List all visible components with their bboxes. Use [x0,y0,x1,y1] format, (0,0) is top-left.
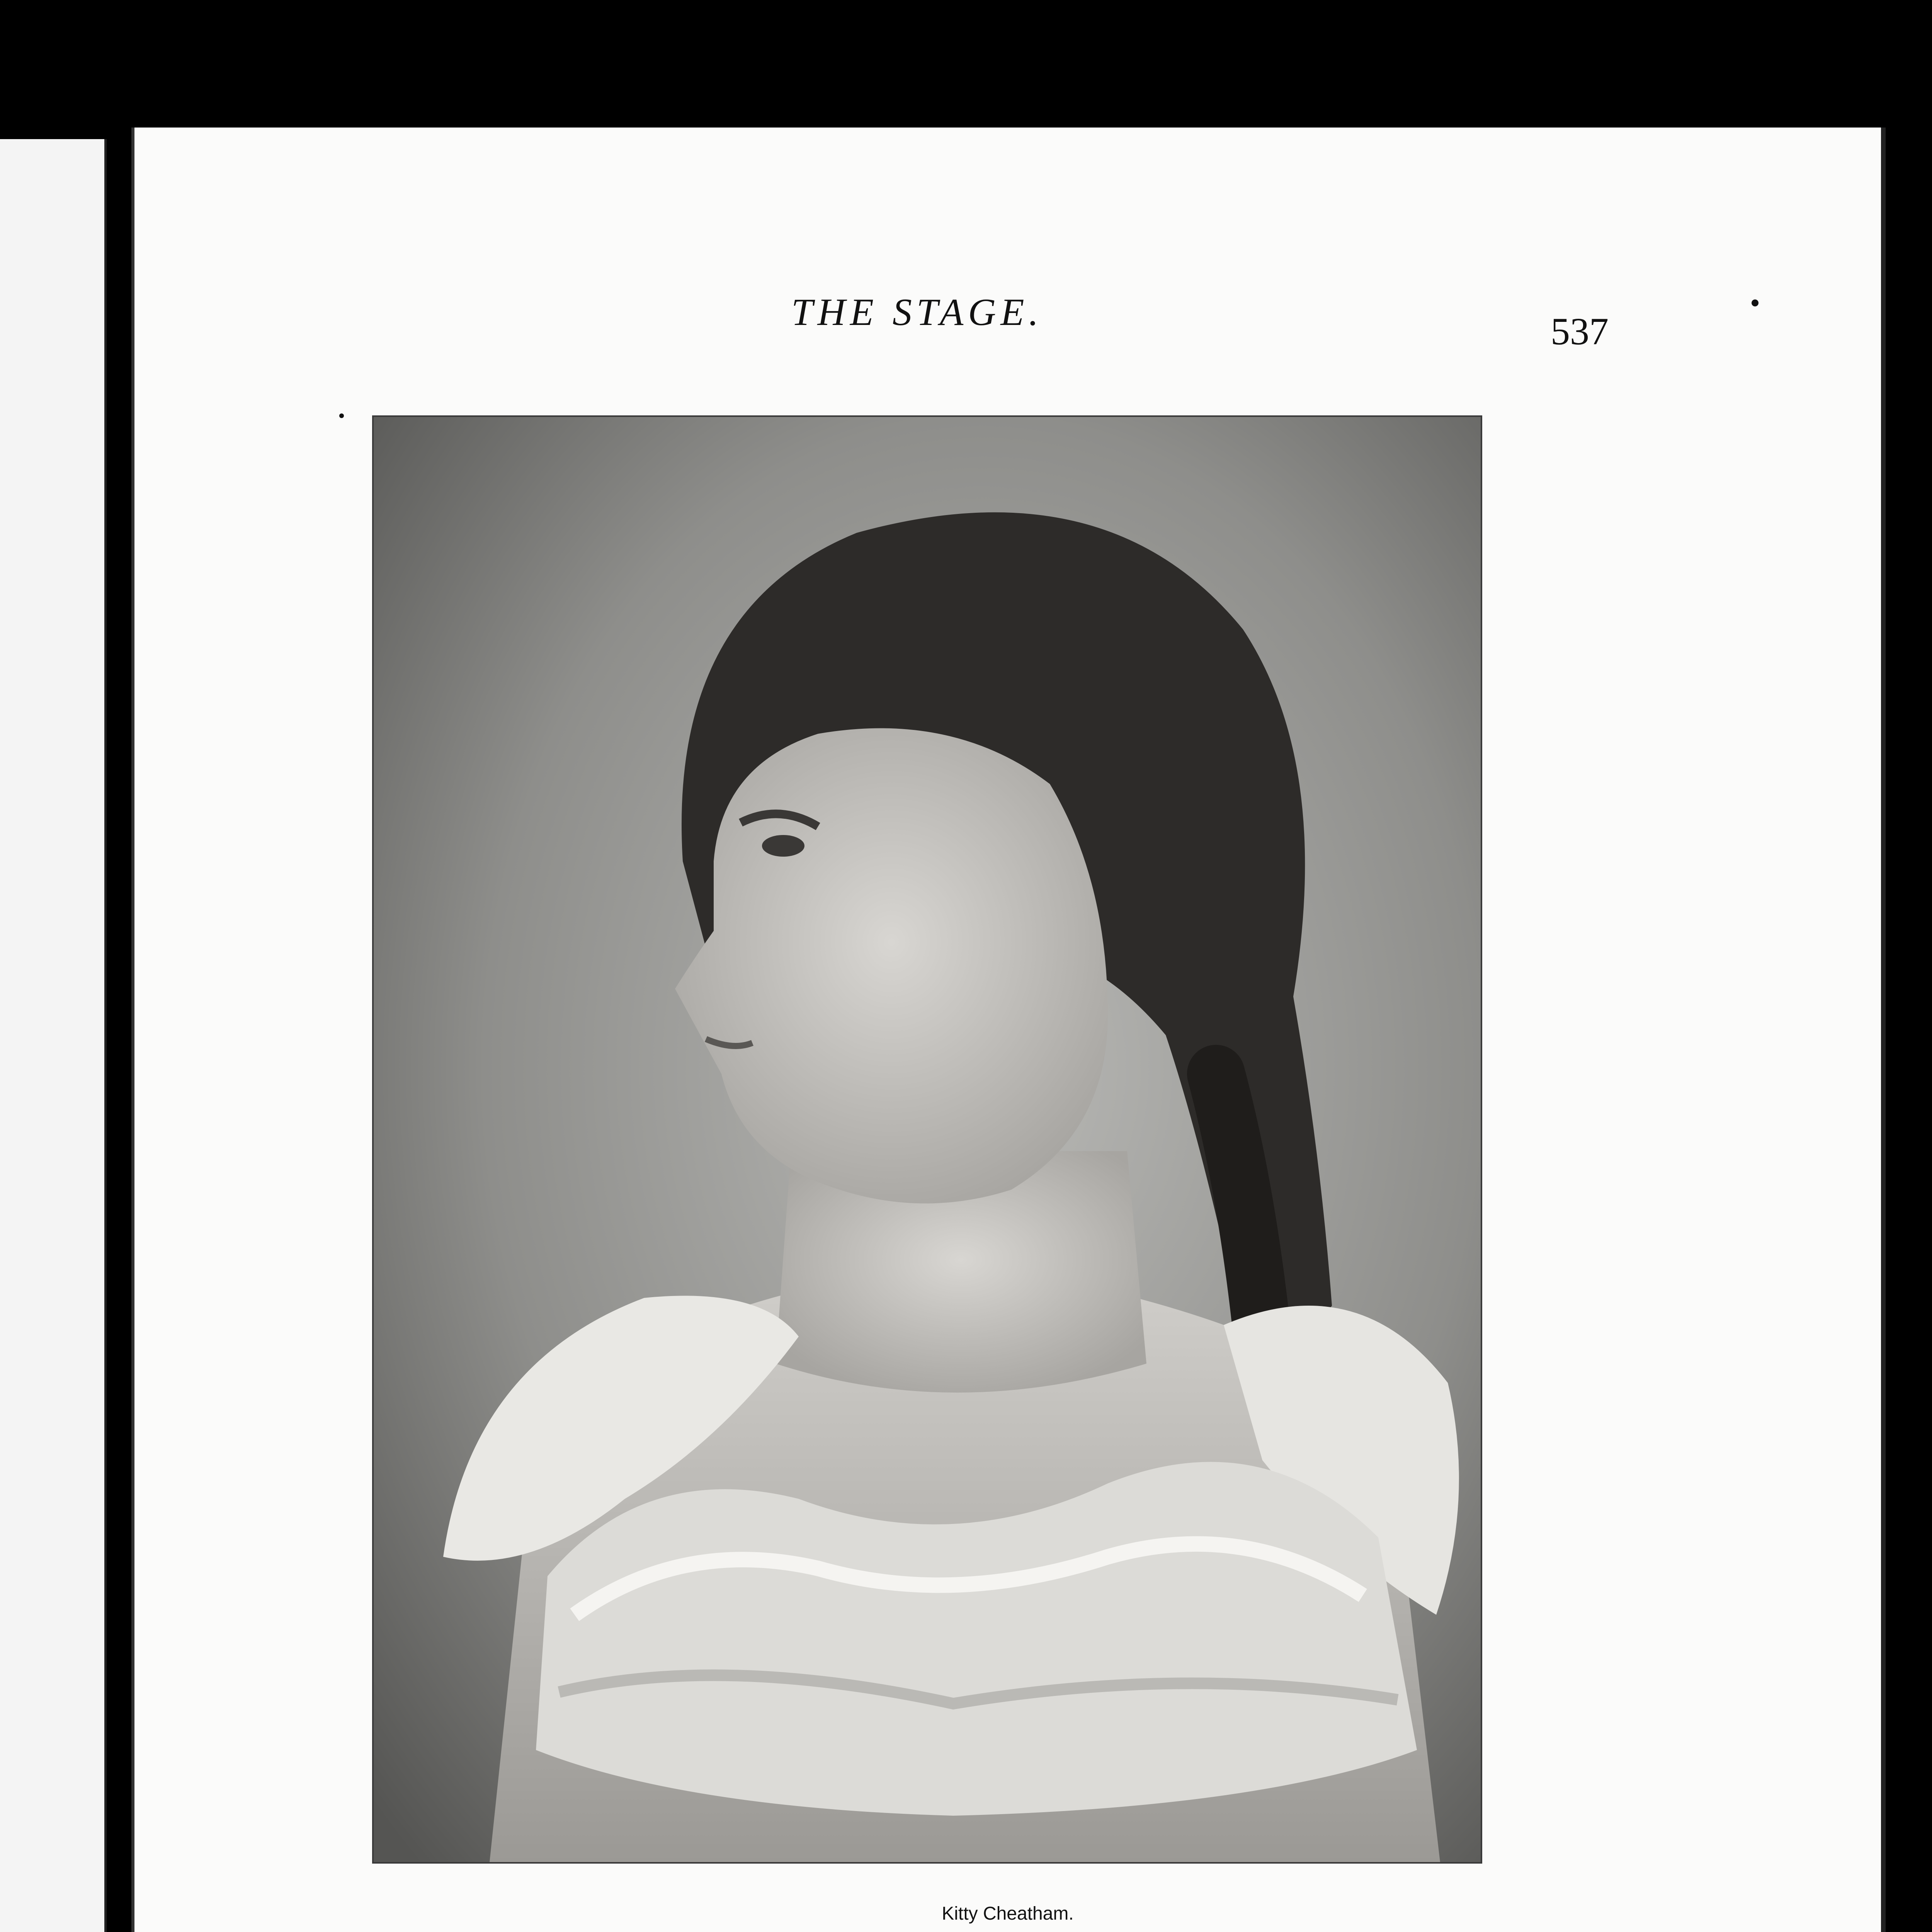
figure-caption: Kitty Cheatham. [942,1903,1074,1924]
previous-page-edge [0,139,107,1932]
portrait-image [374,417,1481,1862]
portrait-photograph [372,415,1482,1864]
running-title: THE STAGE. [791,291,1043,333]
print-speck [339,413,344,418]
print-speck [1752,299,1759,306]
magazine-page [131,128,1886,1932]
page-number: 537 [1551,310,1609,353]
